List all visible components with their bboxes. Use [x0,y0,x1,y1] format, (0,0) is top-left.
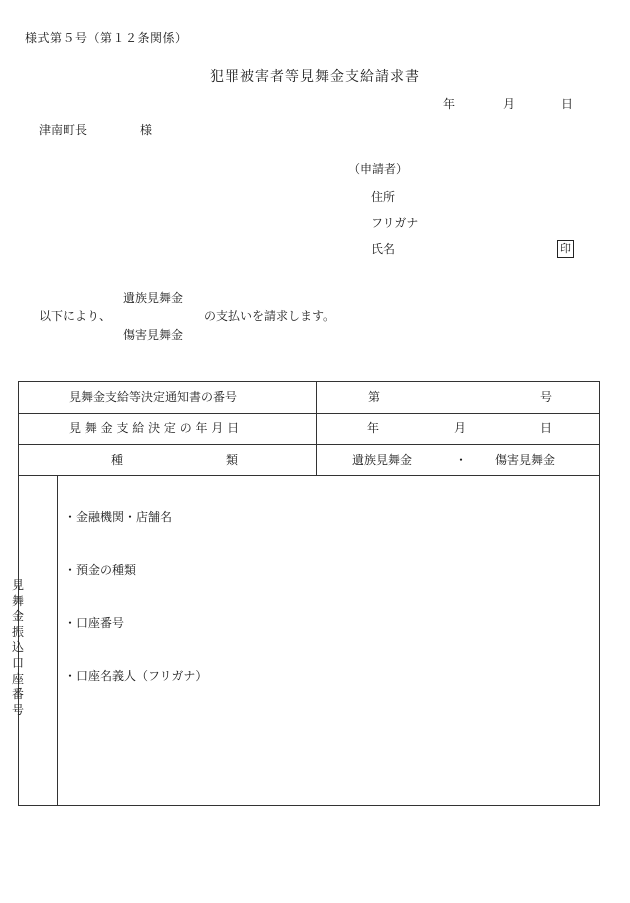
vertical-char: 番 [11,687,24,702]
notice-number-label: 見舞金支給等決定通知書の番号 [69,390,238,404]
date-month-label: 月 [503,97,516,111]
decision-day-label: 日 [540,421,553,435]
request-option-injury: 傷害見舞金 [123,328,184,342]
vertical-char: 号 [11,702,24,717]
payment-info-table [18,381,600,806]
bank-account-vertical-label [11,578,25,718]
table-column-divider [316,382,317,475]
vertical-char: 金 [11,609,24,624]
decision-date-label: 見 舞 金 支 給 決 定 の 年 月 日 [69,421,240,435]
addressee-honorific: 様 [140,123,153,137]
vertical-char: 舞 [11,593,24,608]
type-label-2: 類 [226,453,239,467]
date-day-label: 日 [561,97,574,111]
decision-month-label: 月 [454,421,467,435]
date-year-label: 年 [443,97,456,111]
type-option-bereaved: 遺族見舞金 [352,453,413,467]
type-separator: ・ [455,453,468,467]
applicant-heading: （申請者） [348,162,409,176]
decision-year-label: 年 [367,421,380,435]
vertical-char: 振 [11,624,24,639]
notice-number-suffix: 号 [540,390,553,404]
table-row-divider [19,475,599,476]
request-option-bereaved: 遺族見舞金 [123,291,184,305]
bank-item-institution: ・金融機関・店舗名 [64,510,173,524]
vertical-char: 座 [11,671,24,686]
notice-number-prefix: 第 [368,390,381,404]
table-row-divider [19,413,599,414]
request-suffix: の支払いを請求します。 [204,309,336,323]
form-number: 様式第５号（第１２条関係） [25,31,188,45]
type-label-1: 種 [111,453,124,467]
bank-item-account-number: ・口座番号 [64,616,125,630]
addressee: 津南町長 [39,123,88,137]
document-title: 犯罪被害者等見舞金支給請求書 [210,69,420,85]
table-column-divider [57,475,58,806]
vertical-char: 口 [11,655,24,670]
bank-item-account-holder: ・口座名義人（フリガナ） [64,669,208,683]
bank-item-deposit-type: ・預金の種類 [64,563,137,577]
table-row-divider [19,444,599,445]
seal-mark: 印 [557,240,574,258]
vertical-char: 見 [11,578,24,592]
name-label: 氏名 [371,242,396,256]
vertical-char: 込 [11,640,24,655]
request-prefix: 以下により、 [39,309,112,323]
address-label: 住所 [371,190,396,204]
furigana-label: フリガナ [371,216,419,230]
type-option-injury: 傷害見舞金 [495,453,556,467]
